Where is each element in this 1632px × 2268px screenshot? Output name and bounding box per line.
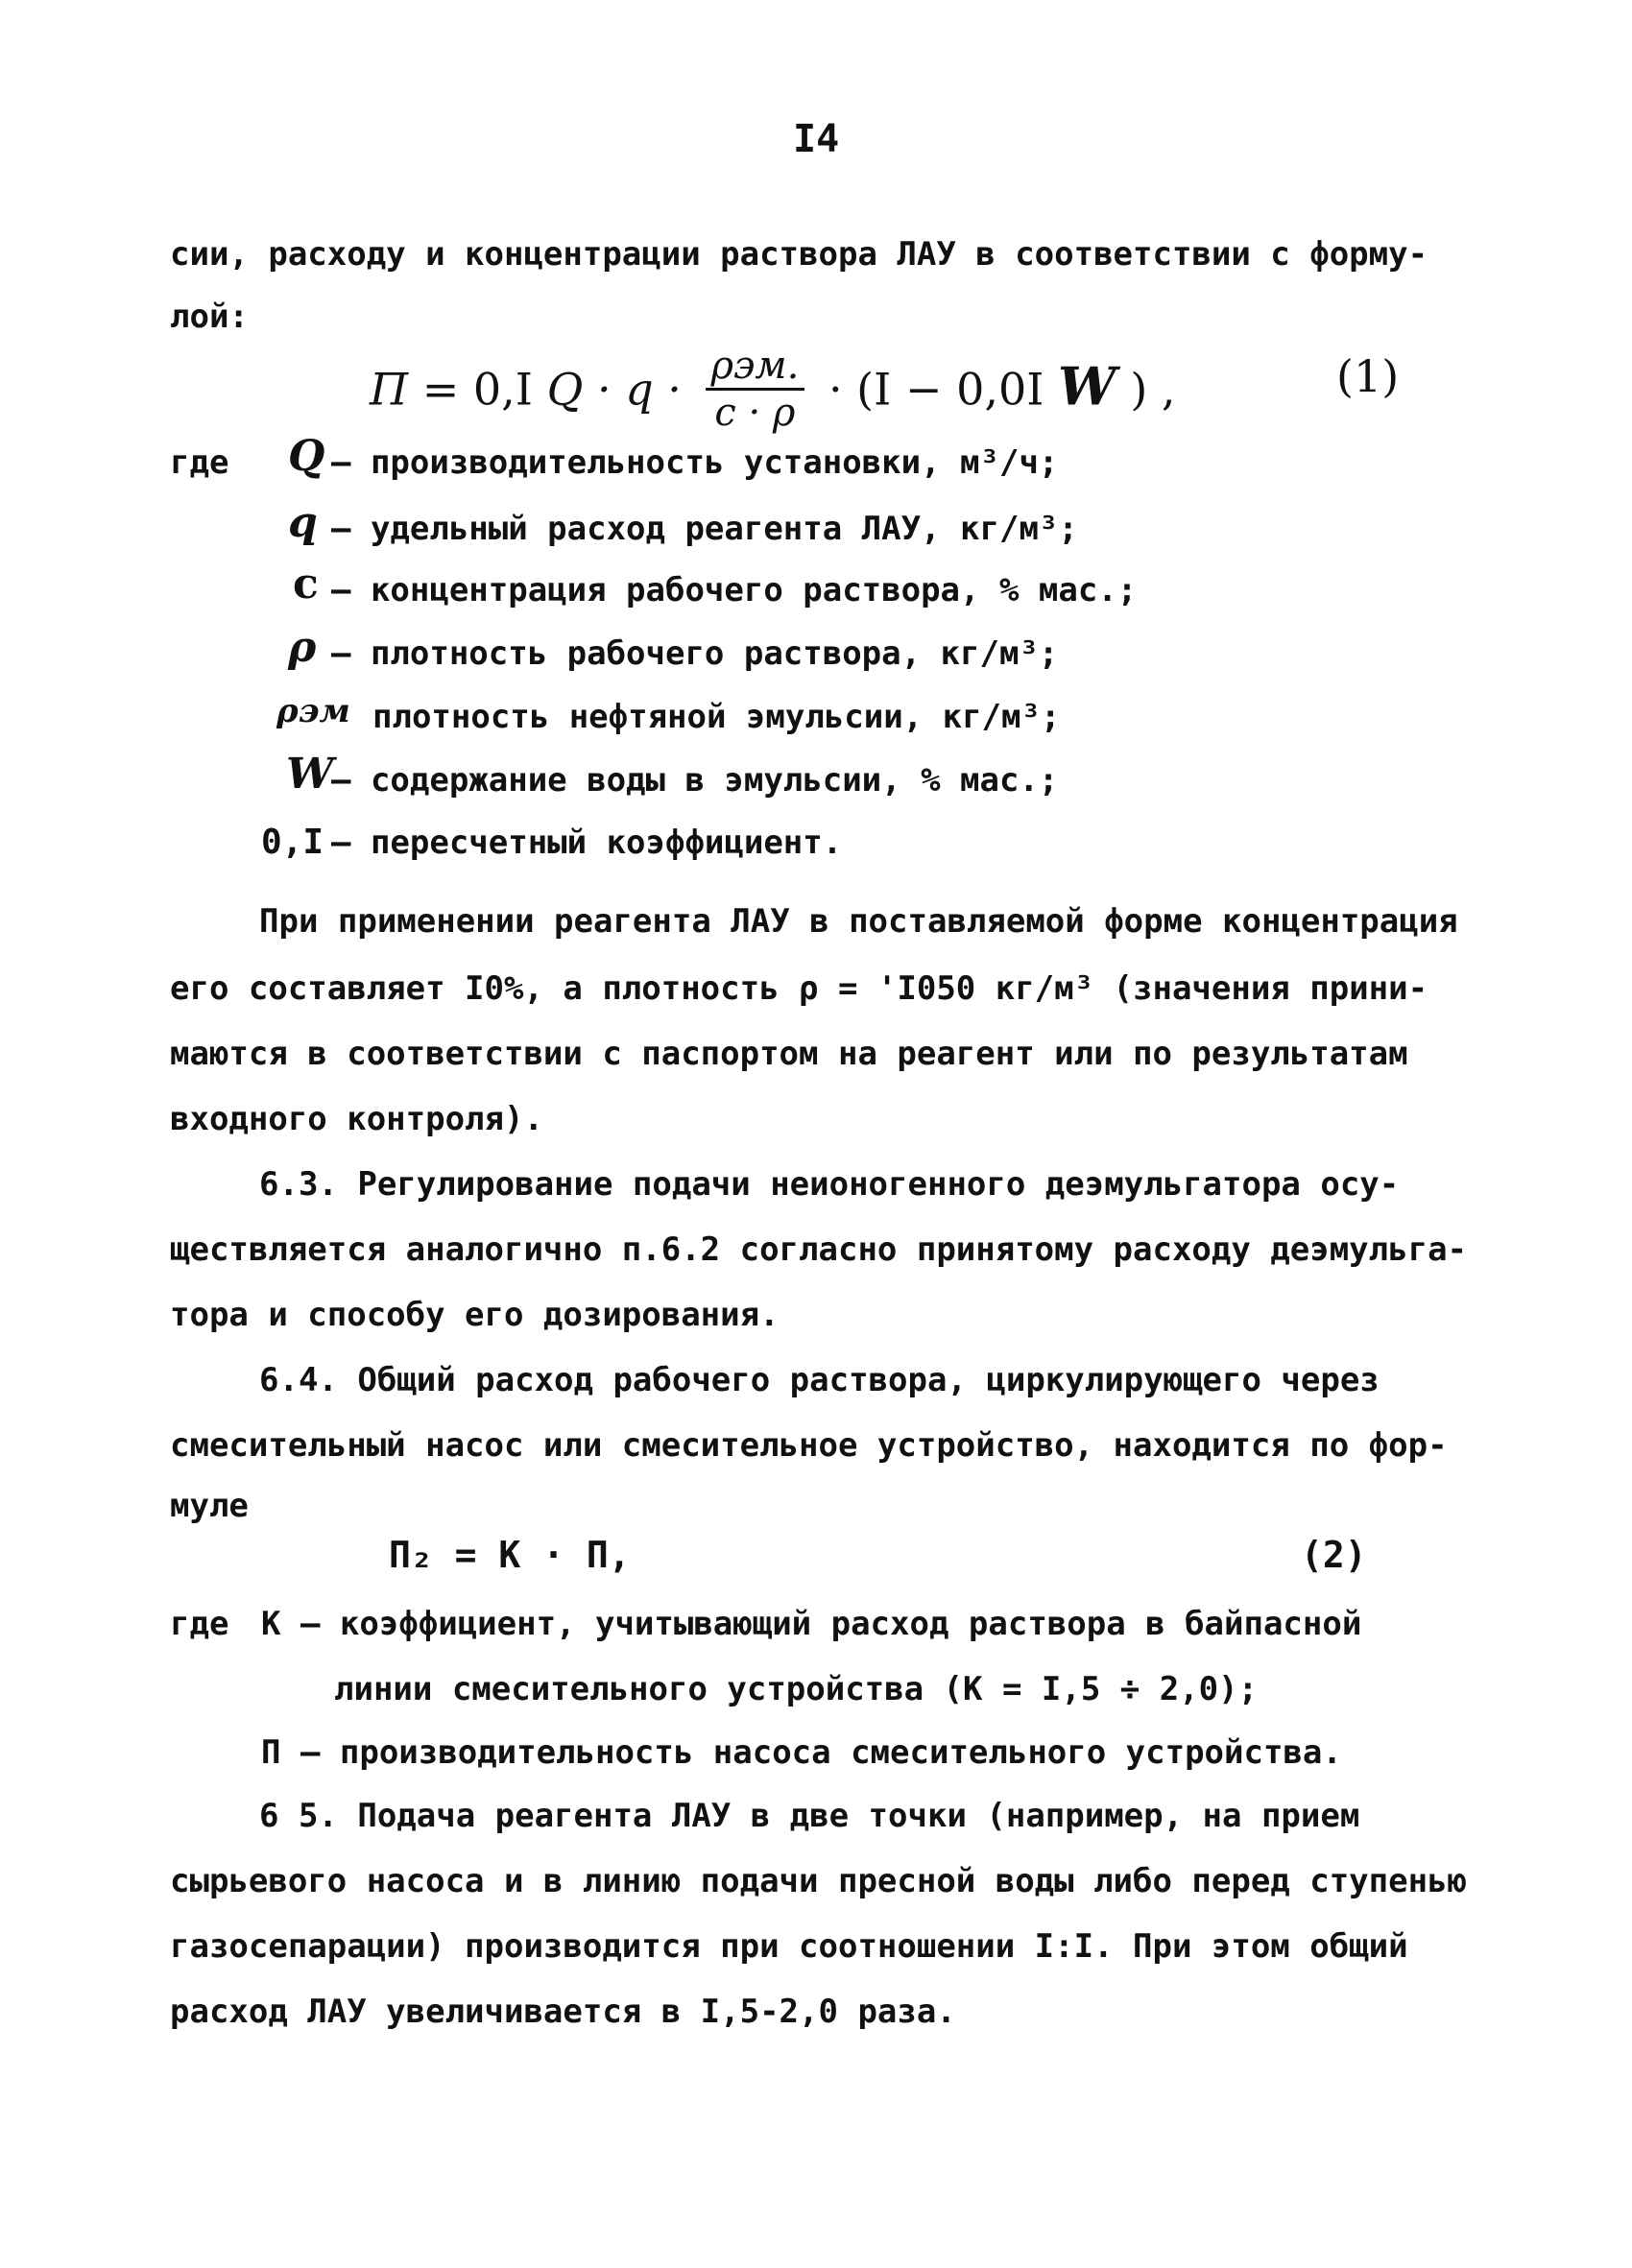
para-4-line-1: 6 5. Подача реагента ЛАУ в две точки (например, на прием (259, 1797, 1360, 1835)
para-1-line-3: маются в соответствии с паспортом на реагент или по результатам (170, 1035, 1408, 1073)
definition-rho-em: плотность нефтяной эмульсии, кг/м³; (372, 698, 1061, 736)
formula-1-numerator: ρэм. (706, 344, 805, 391)
formula-1-tail: · (I − 0,0I (828, 363, 1044, 416)
para-4-line-4: расход ЛАУ увеличивается в I,5-2,0 раза. (170, 1993, 956, 2031)
formula-1-w: W (1058, 355, 1116, 418)
para-4-line-3: газосепарации) производится при соотношении I:I. При этом общий (170, 1927, 1408, 1966)
formula-2-number: (2) (1301, 1534, 1367, 1576)
symbol-rho: ρ (288, 623, 317, 672)
definition-Q: – производительность установки, м³/ч; (331, 443, 1059, 482)
formula-1-fraction (706, 344, 805, 435)
formula-1 (370, 344, 1176, 439)
para-3-line-1: 6.4. Общий расход рабочего раствора, циркулирующего через (259, 1361, 1380, 1399)
formula-1-lhs: П (370, 363, 409, 416)
symbol-c: c (293, 560, 319, 609)
symbol-rho-em: ρэм (276, 692, 350, 730)
page-number: I4 (793, 117, 840, 161)
where-2-line-2: линии смесительного устройства (К = I,5 ÷ 2,0); (334, 1670, 1259, 1708)
symbol-q: q (288, 498, 318, 547)
where-label-1: где (170, 443, 229, 482)
where-2-line-3: П – производительность насоса смесительного устройства. (261, 1733, 1342, 1772)
definition-rho: – плотность рабочего раствора, кг/м³; (331, 634, 1059, 673)
definition-q: – удельный расход реагента ЛАУ, кг/м³; (331, 510, 1078, 548)
definition-c: – концентрация рабочего раствора, % мас.; (331, 571, 1138, 609)
formula-1-denominator: c · ρ (714, 391, 796, 435)
para-4-line-2: сырьевого насоса и в линию подачи пресной воды либо перед ступенью (170, 1862, 1468, 1900)
symbol-W: W (286, 750, 334, 799)
para-1-line-4: входного контроля). (170, 1100, 543, 1138)
definition-W: – содержание воды в эмульсии, % мас.; (331, 761, 1059, 800)
para-2-line-2: ществляется аналогично п.6.2 согласно принятому расходу деэмульга- (170, 1230, 1468, 1269)
para-1-line-1: При применении реагента ЛАУ в поставляемой форме концентрация (259, 902, 1458, 941)
intro-line-1: сии, расходу и концентрации раствора ЛАУ в соответствии с форму- (170, 235, 1428, 274)
formula-1-close: ) , (1130, 363, 1176, 416)
para-3-line-3: муле (170, 1487, 249, 1525)
formula-1-number: (1) (1336, 350, 1400, 402)
where-2-line-1: К – коэффициент, учитывающий расход раствора в байпасной (261, 1605, 1362, 1643)
symbol-coef: 0,I (261, 823, 324, 862)
formula-1-vars: Q · q · (546, 363, 682, 416)
formula-1-coef: = 0,I (421, 363, 533, 416)
where-label-2: где (170, 1605, 229, 1643)
para-2-line-3: тора и способу его дозирования. (170, 1296, 780, 1334)
intro-line-2: лой: (170, 298, 249, 336)
para-2-line-1: 6.3. Регулирование подачи неионогенного деэмульгатора осу- (259, 1165, 1400, 1204)
symbol-Q: Q (288, 432, 325, 481)
para-3-line-2: смесительный насос или смесительное устройство, находится по фор- (170, 1426, 1448, 1465)
para-1-line-2: его составляет I0%, а плотность ρ = 'I050 кг/м³ (значения прини- (170, 969, 1428, 1008)
definition-coef: – пересчетный коэффициент. (331, 824, 843, 862)
formula-2: П₂ = К · П, (389, 1534, 631, 1576)
